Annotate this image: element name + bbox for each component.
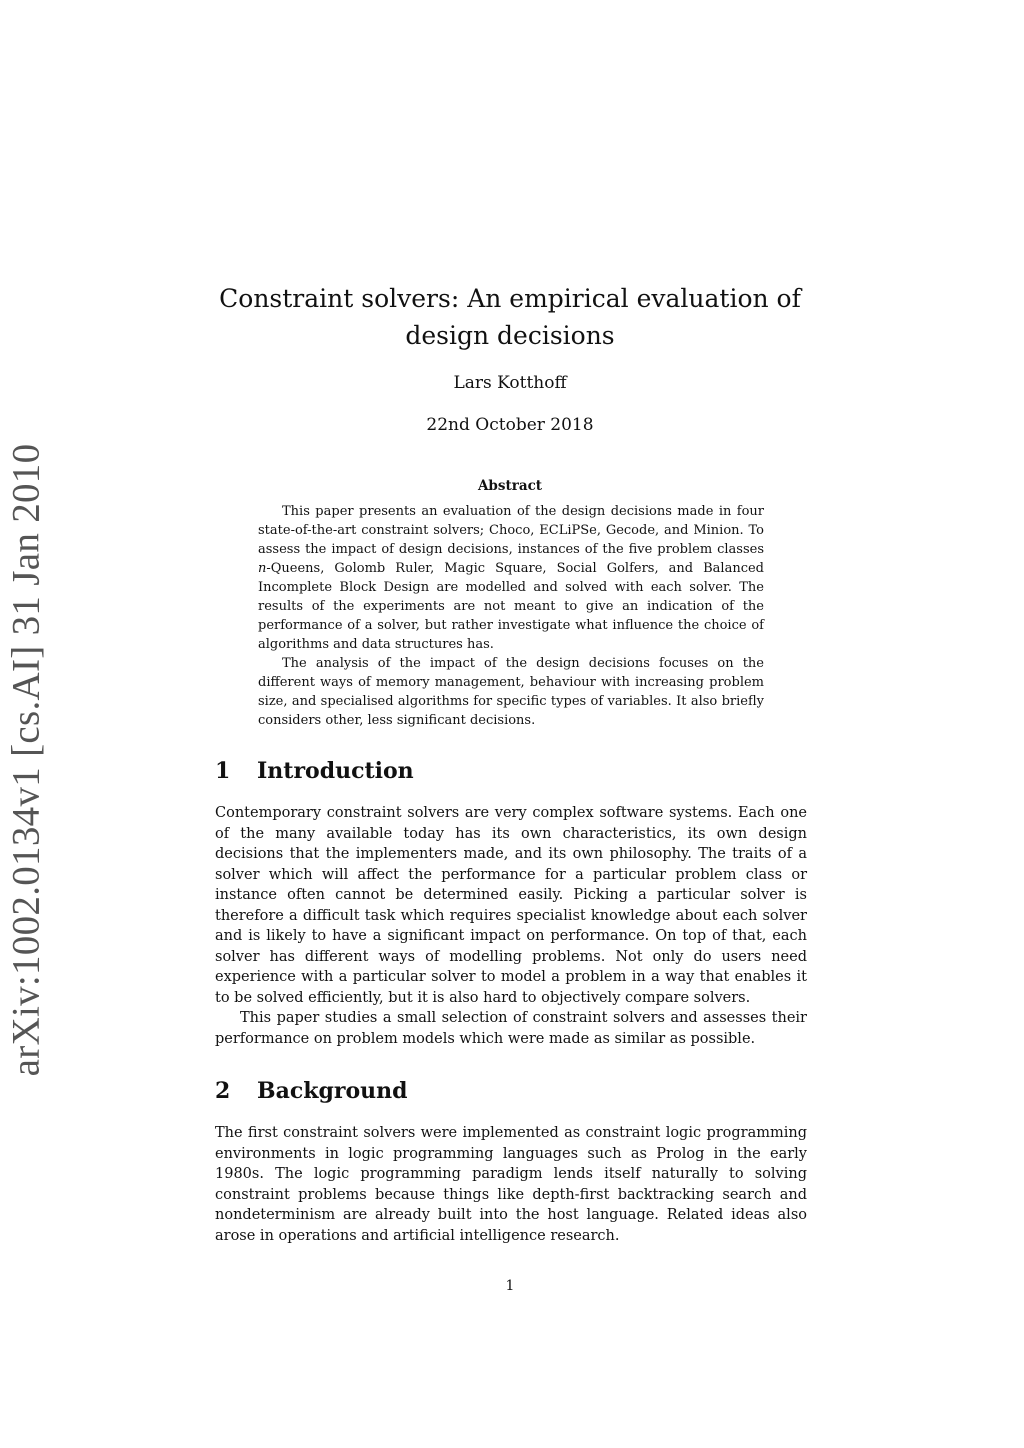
abstract-body <box>258 502 764 730</box>
title-line-1: Constraint solvers: An empirical evaluation of <box>219 284 801 313</box>
abstract-paragraph-1: This paper presents an evaluation of the design decisions made in four state-of-the-art constraint solvers; Choco, ECLiPSe, Gecode, and Minion. To assess the impact of design decisions, instances of the five problem classes n-Queens, Golomb Ruler, Magic Square, Social Golfers, and Balanced Incomplete Block Design are modelled and solved with each solver. The results of the experiments are not meant to give an indication of the performance of a solver, but rather investigate what influence the choice of algorithms and data structures has. <box>258 504 764 652</box>
section-number: 2 <box>215 1078 231 1104</box>
publication-date: 22nd October 2018 <box>426 415 594 435</box>
introduction-paragraph-1: Contemporary constraint solvers are very complex software systems. Each one of the many available today has its own characteristics, its own design decisions that the implementers made, and its own philosophy. The traits of a solver which will affect the performance for a particular problem class or instance often cannot be determined easily. Picking a particular solver is therefore a difficult task which requires specialist knowledge about each solver and is likely to have a significant impact on performance. On top of that, each solver has different ways of modelling problems. Not only do users need experience with a particular solver to model a problem in a way that enables it to be solved efficiently, but it is also hard to objectively compare solvers. <box>215 805 807 1006</box>
section-title: Introduction <box>257 758 414 784</box>
abstract-italic-n: n <box>258 561 267 576</box>
background-body <box>215 1123 807 1246</box>
abstract-heading: Abstract <box>477 478 543 494</box>
introduction-paragraph-2: This paper studies a small selection of constraint solvers and assesses their performance on problem models which were made as similar as possible. <box>215 1010 807 1047</box>
section-heading-background <box>215 1078 807 1104</box>
arxiv-stamp-text: arXiv:1002.0134v1 [cs.AI] 31 Jan 2010 <box>4 443 48 1077</box>
author-name: Lars Kotthoff <box>453 373 567 393</box>
title-line-2: design decisions <box>405 321 615 350</box>
introduction-body <box>215 803 807 1049</box>
page-number: 1 <box>505 1278 515 1294</box>
background-paragraph-1: The first constraint solvers were implemented as constraint logic programming environments in logic programming languages such as Prolog in the early 1980s. The logic programming paradigm lends itself naturally to solving constraint problems because things like depth-first backtracking search and nondeterminism are already built into the host language. Related ideas also arose in operations and artificial intelligence research. <box>215 1125 807 1244</box>
section-number: 1 <box>215 758 231 784</box>
abstract-paragraph-2: The analysis of the impact of the design decisions focuses on the different ways of memory management, behaviour with increasing problem size, and specialised algorithms for specific types of variables. It also briefly considers other, less significant decisions. <box>258 656 764 728</box>
section-title: Background <box>257 1078 408 1104</box>
paper-title <box>150 280 870 354</box>
section-heading-introduction <box>215 758 807 784</box>
